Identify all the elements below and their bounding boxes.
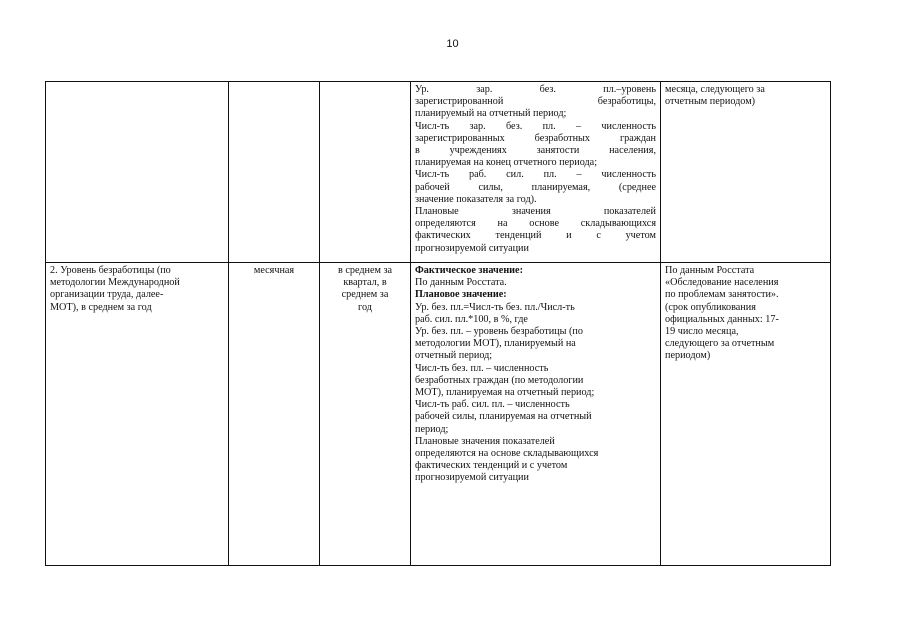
text-line: месяца, следующего за: [665, 84, 765, 95]
text-line: безработных граждан (по методологии: [415, 374, 584, 386]
text-line: Числ-ть раб. сил. пл. – численность: [415, 399, 570, 411]
text-line: фактических тенденций и с учетом: [415, 230, 656, 242]
text-line: фактических тенденций и с учетом: [415, 460, 568, 472]
text-line: среднем за: [341, 289, 389, 301]
text-line: в среднем за: [337, 265, 393, 276]
text-line: методологии Международной: [50, 277, 180, 289]
text-line: определяются на основе складывающихся: [415, 448, 599, 460]
planned-heading: Плановое значение:: [415, 289, 507, 301]
text-line: Числ-ть без. пл. – численность: [415, 362, 549, 374]
text-line: квартал, в: [343, 277, 387, 289]
text-line: по проблемам занятости».: [665, 289, 779, 301]
source-cell: [661, 82, 831, 263]
text-line: 19 число месяца,: [665, 326, 739, 338]
text-line: Ур. без. пл. – уровень безработицы (по: [415, 326, 583, 338]
text-line: (срок опубликования: [665, 301, 756, 313]
text-line: следующего за отчетным: [665, 338, 775, 350]
text-line: прогнозируемой ситуации: [415, 242, 529, 254]
text-line: значение показателя за год).: [415, 193, 537, 205]
text-line: МОТ), планируемая на отчетный период;: [415, 387, 595, 399]
text-line: прогнозируемой ситуации: [415, 472, 529, 484]
text-line: зарегистрированных безработных граждан: [415, 132, 656, 144]
method-cell: [411, 82, 661, 263]
text-line: рабочей силы, планируемая на отчетный: [415, 411, 592, 423]
text-line: официальных данных: 17-: [665, 313, 779, 325]
table-row: [46, 263, 831, 566]
frequency-cell: [229, 263, 320, 566]
text-line: Плановые значения показателей: [415, 435, 555, 447]
text-line: Ур. без. пл.=Числ-ть без. пл./Числ-ть: [415, 301, 575, 313]
text-line: отчетным периодом): [665, 96, 756, 108]
text-line: «Обследование населения: [665, 277, 779, 289]
table-row: [46, 82, 831, 263]
text-line: Числ-ть зар. без. пл. – численность: [415, 120, 656, 132]
source-cell: [661, 263, 831, 566]
frequency-value: месячная: [253, 265, 295, 276]
period-cell: [320, 82, 411, 263]
indicator-cell: [46, 82, 229, 263]
text-line: 2. Уровень безработицы (по: [50, 265, 171, 276]
text-line: Числ-ть раб. сил. пл. – численность: [415, 169, 656, 181]
text-line: в учреждениях занятости населения,: [415, 145, 656, 157]
text-line: год: [358, 301, 372, 313]
text-line: Ур. зар. без. пл.–уровень: [415, 84, 656, 95]
text-line: методологии МОТ), планируемый на: [415, 338, 576, 350]
text-line: периодом): [665, 350, 711, 362]
text-line: рабочей силы, планируемая, (среднее: [415, 181, 656, 193]
text-line: период;: [415, 423, 449, 435]
indicators-table: [45, 81, 831, 566]
text-line: По данным Росстата: [665, 265, 755, 276]
text-line: планируемая на конец отчетного периода;: [415, 157, 598, 169]
actual-value: По данным Росстата.: [415, 277, 507, 289]
page-number: 10: [446, 38, 459, 50]
period-cell: [320, 263, 411, 566]
method-cell: [411, 263, 661, 566]
actual-heading: Фактическое значение:: [415, 265, 523, 276]
text-line: отчетный период;: [415, 350, 493, 362]
frequency-cell: [229, 82, 320, 263]
text-line: определяются на основе складывающихся: [415, 218, 656, 230]
text-line: раб. сил. пл.*100, в %, где: [415, 313, 528, 325]
text-line: зарегистрированной безработицы,: [415, 96, 656, 108]
indicator-cell: [46, 263, 229, 566]
text-line: Плановые значения показателей: [415, 206, 656, 218]
text-line: планируемый на отчетный период;: [415, 108, 567, 120]
text-line: МОТ), в среднем за год: [50, 301, 152, 313]
text-line: организации труда, далее-: [50, 289, 164, 301]
